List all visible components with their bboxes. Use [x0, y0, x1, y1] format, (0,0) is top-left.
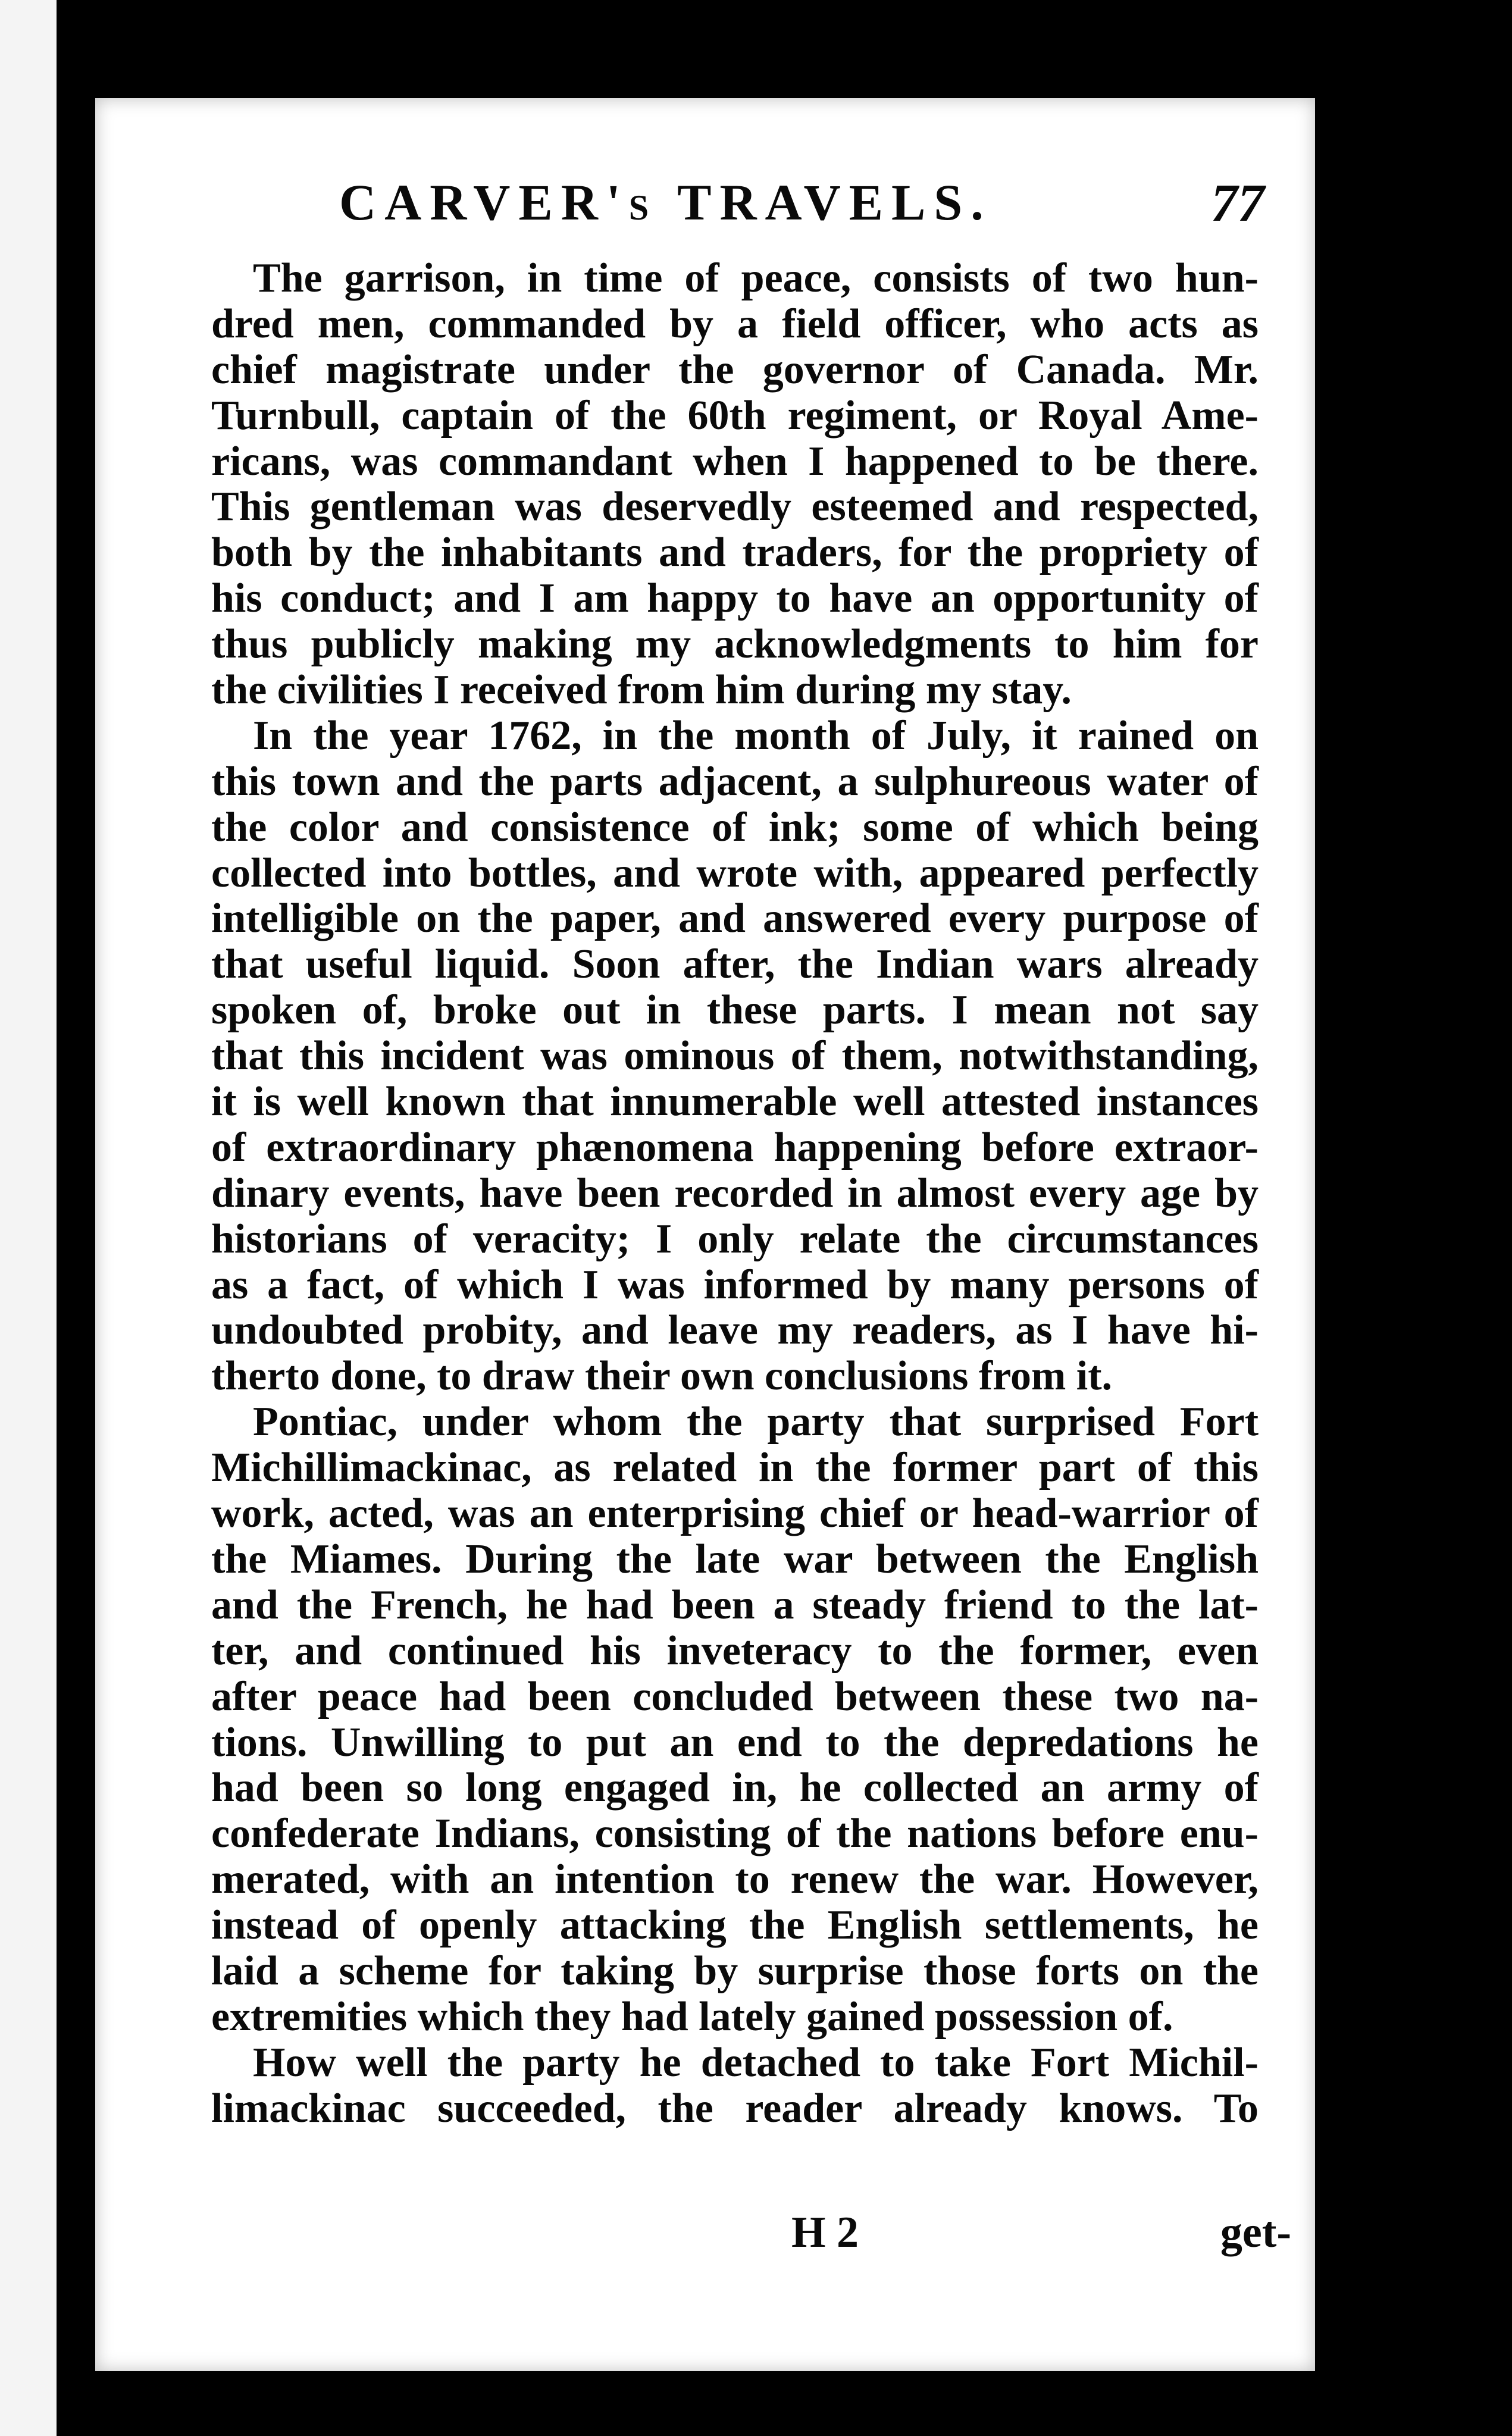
text-line: This gentleman was deservedly esteemed and respected,	[211, 484, 1259, 530]
text-line: ter, and continued his inveteracy to the former, even	[211, 1627, 1259, 1674]
adjacent-page-edge	[0, 0, 57, 2436]
text-line: the Miames. During the late war between the English	[211, 1536, 1259, 1582]
text-line: laid a scheme for taking by surprise those forts on the	[211, 1947, 1259, 1994]
text-line: both by the inhabitants and traders, for the propriety of	[211, 530, 1259, 576]
text-line: as a fact, of which I was informed by many persons of	[211, 1261, 1259, 1308]
text-line: of extraordinary phænomena happening before extraor-	[211, 1124, 1259, 1170]
gutter-shadow	[57, 0, 95, 2436]
text-line: chief magistrate under the governor of Canada. Mr.	[211, 346, 1259, 393]
text-line: In the year 1762, in the month of July, it rained on	[253, 712, 1259, 759]
text-line: Michillimackinac, as related in the former part of this	[211, 1445, 1259, 1491]
text-line: limackinac succeeded, the reader already knows. To	[211, 2085, 1259, 2131]
text-line: that useful liquid. Soon after, the Indian wars already	[211, 941, 1259, 988]
book-page	[95, 98, 1315, 2371]
text-line: The garrison, in time of peace, consists of two hun-	[253, 255, 1259, 301]
text-line: dred men, commanded by a field officer, who acts as	[211, 300, 1259, 347]
text-line: the civilities I received from him during my stay.	[211, 667, 1072, 713]
text-line: historians of veracity; I only relate the circumstances	[211, 1216, 1259, 1262]
text-line: Turnbull, captain of the 60th regiment, or Royal Ame-	[211, 392, 1259, 439]
text-line: and the French, he had been a steady friend to the lat-	[211, 1582, 1259, 1628]
text-line: had been so long engaged in, he collected an army of	[211, 1765, 1259, 1811]
text-line: tions. Unwilling to put an end to the depredations he	[211, 1719, 1259, 1765]
text-line: thus publicly making my acknowledgments to him for	[211, 621, 1259, 668]
text-line: undoubted probity, and leave my readers, as I have hi-	[211, 1307, 1259, 1354]
page-header	[241, 155, 1264, 250]
text-line: it is well known that innumerable well attested instances	[211, 1079, 1259, 1125]
text-line: this town and the parts adjacent, a sulphureous water of	[211, 758, 1259, 804]
page-number: 77	[1211, 174, 1264, 233]
body-text	[211, 256, 1259, 2132]
text-line: instead of openly attacking the English settlements, he	[211, 1902, 1259, 1949]
text-line: therto done, to draw their own conclusions from it.	[211, 1353, 1113, 1399]
text-line: his conduct; and I am happy to have an opportunity of	[211, 575, 1259, 622]
running-head: CARVER's TRAVELS.	[339, 174, 992, 231]
text-line: collected into bottles, and wrote with, appeared perfectly	[211, 850, 1259, 896]
text-line: that this incident was ominous of them, notwithstanding,	[211, 1033, 1259, 1079]
text-line: dinary events, have been recorded in almost every age by	[211, 1170, 1259, 1216]
text-line: How well the party he detached to take Fort Michil-	[253, 2039, 1259, 2086]
text-line: after peace had been concluded between these two na-	[211, 1673, 1259, 1720]
text-line: ricans, was commandant when I happened to be there.	[211, 438, 1259, 484]
text-line: intelligible on the paper, and answered every purpose of	[211, 896, 1259, 942]
page-footer	[211, 2208, 1291, 2267]
signature-mark: H 2	[791, 2208, 859, 2257]
text-line: confederate Indians, consisting of the nations before enu-	[211, 1811, 1259, 1857]
text-line: merated, with an intention to renew the war. However,	[211, 1856, 1259, 1903]
text-line: extremities which they had lately gained possession of.	[211, 1993, 1173, 2040]
text-line: spoken of, broke out in these parts. I mean not say	[211, 987, 1259, 1034]
text-line: the color and consistence of ink; some of which being	[211, 804, 1259, 850]
text-line: work, acted, was an enterprising chief or head-warrior of	[211, 1491, 1259, 1537]
catchword: get-	[1220, 2208, 1291, 2257]
text-line: Pontiac, under whom the party that surprised Fort	[253, 1399, 1259, 1445]
